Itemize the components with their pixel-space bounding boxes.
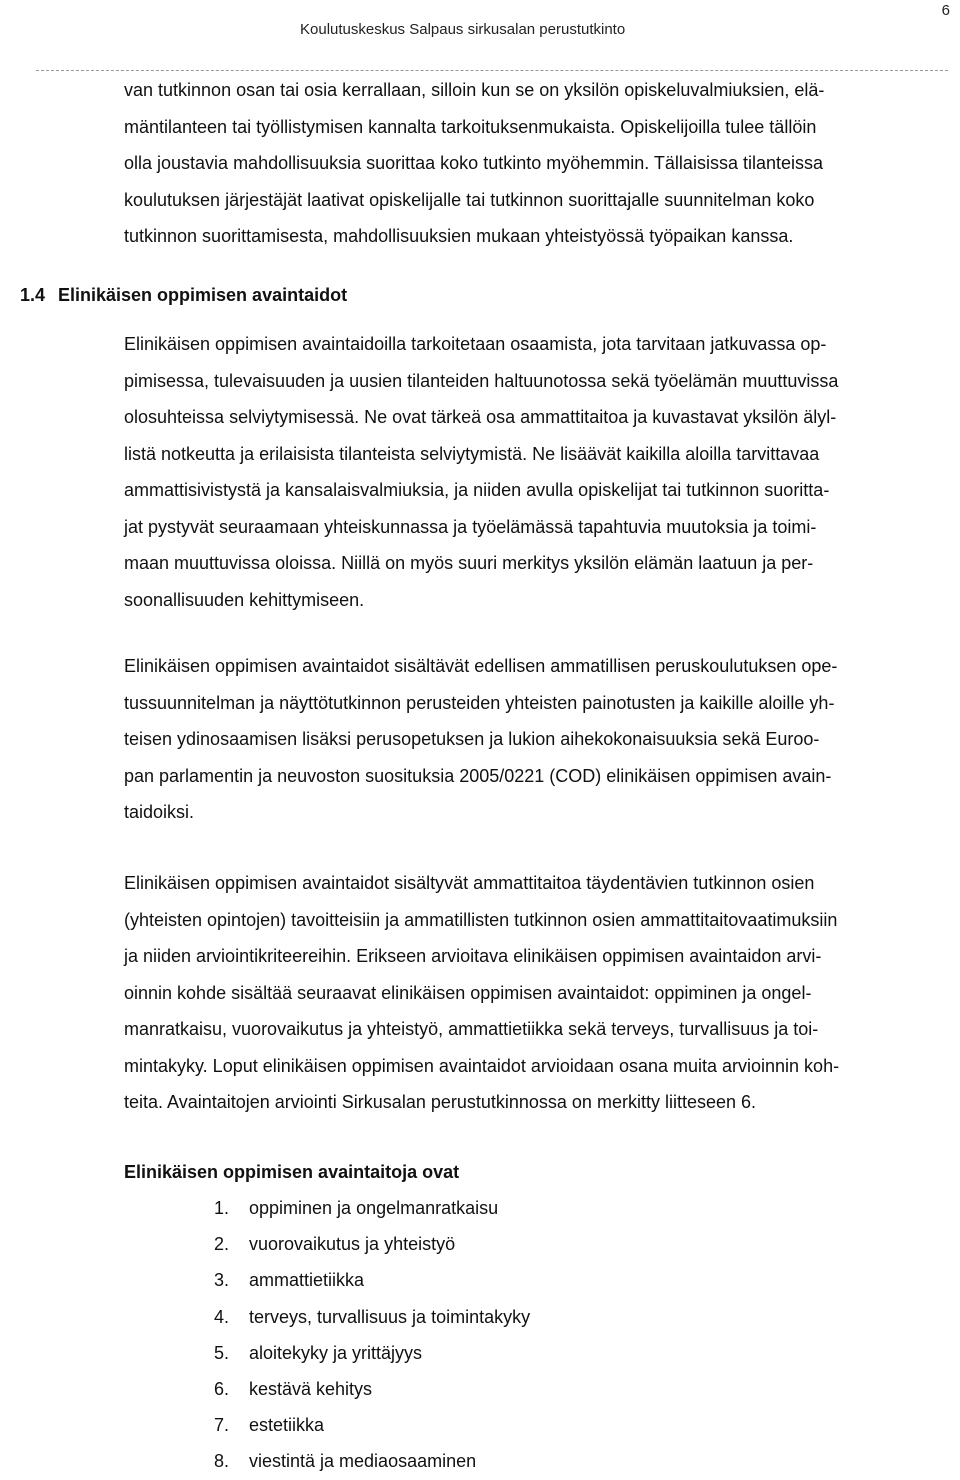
list-item [214, 1407, 530, 1443]
list-item [214, 1226, 530, 1262]
section-heading [20, 280, 347, 310]
skills-list-title: Elinikäisen oppimisen avaintaitoja ovat [124, 1162, 460, 1182]
list-item-text: vuorovaikutus ja yhteistyö [249, 1234, 456, 1255]
text-line: Elinikäisen oppimisen avaintaidot sisältyvät ammattitaitoa täydentävien tutkinnon osien [124, 873, 815, 893]
text-line: Elinikäisen oppimisen avaintaidot sisältävät edellisen ammatillisen peruskoulutuksen ope- [124, 656, 838, 676]
list-item-text: kestävä kehitys [249, 1378, 373, 1399]
list-item-text: aloitekyky ja yrittäjyys [249, 1342, 423, 1363]
header-divider [36, 70, 948, 71]
text-line: soonallisuuden kehittymiseen. [124, 589, 365, 610]
text-line: pan parlamentin ja neuvoston suosituksia 2005/0221 (COD) elinikäisen oppimisen avain- [124, 765, 832, 786]
list-item-text: oppiminen ja ongelmanratkaisu [249, 1198, 499, 1218]
text-line: maan muuttuvissa oloissa. Niillä on myös suuri merkitys yksilön elämän laatuun ja per- [124, 553, 814, 573]
list-item-text: estetiikka [249, 1415, 325, 1436]
list-item-number: 4. [214, 1306, 230, 1327]
text-line: ja niiden arviointikriteereihin. Erikseen arvioitava elinikäisen oppimisen avaintaidon arvi- [124, 946, 822, 966]
text-line: mäntilanteen tai työllistymisen kannalta tarkoituksenmukaista. Opiskelijoilla tulee tällöin [124, 116, 817, 137]
text-line: van tutkinnon osan tai osia kerrallaan, silloin kun se on yksilön opiskeluvalmiuksien, elä- [124, 80, 825, 100]
list-item-text: viestintä ja mediaosaaminen [249, 1451, 477, 1472]
list-item [214, 1190, 530, 1226]
text-line: tussuunnitelman ja näyttötutkinnon perusteiden yhteisten painotusten ja kaikille aloille yh- [124, 692, 835, 713]
list-item-text: ammattietiikka [249, 1270, 365, 1291]
text-line: mintakyky. Loput elinikäisen oppimisen avaintaidot arvioidaan osana muita arvioinnin koh- [124, 1055, 840, 1076]
list-item-number: 3. [214, 1270, 230, 1291]
list-item-number: 1. [214, 1198, 230, 1218]
text-line: olosuhteissa selviytymisessä. Ne ovat tärkeä osa ammattitaitoa ja kuvastavat yksilön älyl- [124, 407, 837, 427]
text-line: (yhteisten opintojen) tavoitteisiin ja ammatillisten tutkinnon osien ammattitaitovaatimuksiin [124, 909, 838, 930]
page-number: 6 [941, 2, 950, 19]
page-header [0, 2, 960, 48]
text-line: olla joustavia mahdollisuuksia suorittaa koko tutkinto myöhemmin. Tällaisissa tilanteissa [124, 153, 823, 173]
section-number: 1.4 [20, 285, 46, 305]
text-line: listä notkeutta ja erilaisista tilanteista selviytymistä. Ne lisäävät kaikilla aloilla tarvittavaa [124, 443, 820, 464]
text-line: Elinikäisen oppimisen avaintaidoilla tarkoitetaan osaamista, jota tarvitaan jatkuvassa op- [124, 334, 827, 354]
text-line: ammattisivistystä ja kansalaisvalmiuksia, ja niiden avulla opiskelijat tai tutkinnon suoritta- [124, 480, 830, 500]
text-line: oinnin kohde sisältää seuraavat elinikäisen oppimisen avaintaidot: oppiminen ja ongel- [124, 982, 812, 1003]
text-line: manratkaisu, vuorovaikutus ja yhteistyö, ammattietiikka sekä terveys, turvallisuus ja toi- [124, 1019, 819, 1039]
section-title: Elinikäisen oppimisen avaintaidot [58, 285, 348, 305]
list-item [214, 1371, 530, 1407]
skills-list [214, 1190, 530, 1480]
list-item-number: 6. [214, 1378, 230, 1399]
text-line: tutkinnon suorittamisesta, mahdollisuuksien mukaan yhteistyössä työpaikan kanssa. [124, 226, 794, 246]
paragraph-key-skills-definition [124, 326, 954, 618]
list-item-text: terveys, turvallisuus ja toimintakyky [249, 1306, 531, 1327]
list-item-number: 8. [214, 1451, 230, 1472]
header-title: Koulutuskeskus Salpaus sirkusalan perustutkinto [300, 21, 626, 38]
text-line: koulutuksen järjestäjät laativat opiskelijalle tai tutkinnon suorittajalle suunnitelman koko [124, 189, 815, 210]
list-item [214, 1299, 530, 1335]
text-line: teita. Avaintaitojen arviointi Sirkusalan perustutkinnossa on merkitty liitteseen 6. [124, 1092, 757, 1112]
intro-paragraph [124, 72, 954, 255]
text-line: jat pystyvät seuraamaan yhteiskunnassa ja työelämässä tapahtuvia muutoksia ja toimi- [124, 516, 817, 537]
list-item-number: 5. [214, 1342, 230, 1363]
paragraph-key-skills-sources [124, 648, 954, 831]
list-item-number: 7. [214, 1415, 230, 1436]
text-line: taidoiksi. [124, 802, 195, 822]
list-item-number: 2. [214, 1234, 230, 1255]
text-line: pimisessa, tulevaisuuden ja uusien tilanteiden haltuunotossa sekä työelämän muuttuvissa [124, 370, 839, 391]
list-item [214, 1262, 530, 1298]
text-line: teisen ydinosaamisen lisäksi perusopetuksen ja lukion aihekokonaisuuksia sekä Euroo- [124, 729, 820, 749]
list-item [214, 1335, 530, 1371]
list-item [214, 1443, 530, 1479]
paragraph-key-skills-assessment [124, 865, 954, 1121]
